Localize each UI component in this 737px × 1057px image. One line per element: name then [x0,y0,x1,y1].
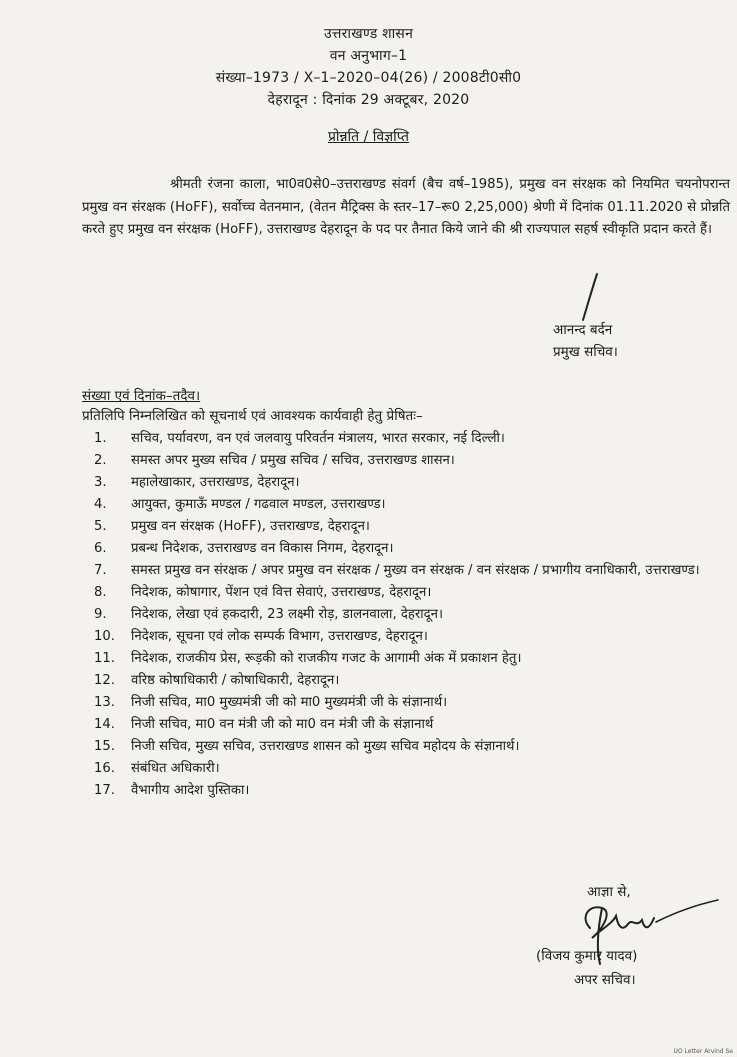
order-text: आज्ञा से, [587,884,631,900]
list-item-text: वैभागीय आदेश पुस्तिका। [131,783,250,798]
list-item [86,494,731,516]
list-item-number: 6. [94,541,107,556]
list-item [86,736,731,758]
list-item-number: 17. [94,783,115,798]
copy-to-heading: प्रतिलिपि निम्नलिखित को सूचनार्थ एवं आवश्यक कार्यवाही हेतु प्रेषितः– [82,408,423,424]
body-paragraph: श्रीमती रंजना काला, भा0व0से0–उत्तराखण्ड संवर्ग (बैच वर्ष–1985), प्रमुख वन संरक्षक को नियमित चयनोपरान्त प्रमुख वन संरक्षक (HoFF), सर्वोच्च वेतनमान, (वेतन मैट्रिक्स के स्तर–17–रू0 2,25,000) श्रेणी में दिनांक 01.11.2020 से प्रोन्नति करते हुए प्रमुख वन संरक्षक (HoFF), उत्तराखण्ड देहरादून के पद पर तैनात किये जाने की श्री राज्यपाल सहर्ष स्वीकृति प्रदान करते हैं। [82,177,730,237]
copy-list [86,428,731,802]
list-item [86,472,731,494]
list-item-text: प्रमुख वन संरक्षक (HoFF), उत्तराखण्ड, देहरादून। [131,519,370,534]
list-item-number: 12. [94,673,115,688]
list-item [86,516,731,538]
list-item-number: 5. [94,519,107,534]
list-item-number: 8. [94,585,107,600]
govt-name: उत्तराखण्ड शासन [323,26,414,42]
list-item-text: निजी सचिव, मा0 वन मंत्री जी को मा0 वन मंत्री जी के संज्ञानार्थ [131,717,434,732]
letter-date: देहरादून : दिनांक 29 अक्टूबर, 2020 [267,92,470,108]
list-item-text: निदेशक, लेखा एवं हकदारी, 23 लक्ष्मी रोड़, डालनवाला, देहरादून। [131,607,443,622]
reference-line: संख्या एवं दिनांक–तदैव। [82,388,201,404]
list-item [86,626,731,648]
list-item-number: 3. [94,475,107,490]
signature-stroke-1 [575,272,605,324]
letter-number: संख्या–1973 / X–1–2020–04(26) / 2008टी0सी0 [215,70,522,86]
title-wrap [0,126,737,146]
list-item-text: निजी सचिव, मा0 मुख्यमंत्री जी को मा0 मुख्यमंत्री जी के संज्ञानार्थ। [131,695,448,710]
list-item-text: आयुक्त, कुमाऊँ मण्डल / गढवाल मण्डल, उत्तराखण्ड। [131,497,386,512]
list-item [86,604,731,626]
list-item-text: निदेशक, कोषागार, पेंशन एवं वित्त सेवाएं, उत्तराखण्ड, देहरादून। [131,585,432,600]
list-item-text: निजी सचिव, मुख्य सचिव, उत्तराखण्ड शासन को मुख्य सचिव महोदय के संज्ञानार्थ। [131,739,520,754]
list-item-text: प्रबन्ध निदेशक, उत्तराखण्ड वन विकास निगम, देहरादून। [131,541,394,556]
list-item-number: 15. [94,739,115,754]
body-paragraph-block [82,174,730,242]
list-item [86,758,731,780]
list-item-text: सचिव, पर्यावरण, वन एवं जलवायु परिवर्तन मंत्रालय, भारत सरकार, नई दिल्ली। [131,431,505,446]
list-item-number: 13. [94,695,115,710]
signatory1-designation: प्रमुख सचिव। [553,344,618,360]
list-item-number: 7. [94,563,107,578]
list-item [86,428,731,450]
list-item-text: समस्त प्रमुख वन संरक्षक / अपर प्रमुख वन संरक्षक / मुख्य वन संरक्षक / वन संरक्षक / प्रभागीय वनाधिकारी, उत्तराखण्ड। [131,563,700,578]
list-item-text: संबंधित अधिकारी। [131,761,220,776]
list-item [86,560,731,582]
list-item-number: 16. [94,761,115,776]
list-item-number: 11. [94,651,115,666]
signatory2-name: (विजय कुमार यादव) [536,948,638,964]
list-item [86,714,731,736]
list-item-number: 2. [94,453,107,468]
list-item-text: समस्त अपर मुख्य सचिव / प्रमुख सचिव / सचिव, उत्तराखण्ड शासन। [131,453,455,468]
list-item [86,648,731,670]
list-item [86,582,731,604]
list-item-text: महालेखाकार, उत्तराखण्ड, देहरादून। [131,475,300,490]
notice-title: प्रोन्नति / विज्ञप्ति [327,129,410,145]
list-item [86,780,731,802]
list-item-text: निदेशक, राजकीय प्रेस, रूड़की को राजकीय गजट के आगामी अंक में प्रकाशन हेतु। [131,651,522,666]
list-item-text: निदेशक, सूचना एवं लोक सम्पर्क विभाग, उत्तराखण्ड, देहरादून। [131,629,428,644]
list-item-text: वरिष्ठ कोषाधिकारी / कोषाधिकारी, देहरादून। [131,673,340,688]
list-item-number: 10. [94,629,115,644]
list-item [86,692,731,714]
footer-mark: UO Letter Arvind Se [673,1048,733,1055]
section-name: वन अनुभाग–1 [329,48,408,64]
signatory1-name: आनन्द बर्दन [553,322,613,338]
list-item-number: 1. [94,431,107,446]
list-item-number: 9. [94,607,107,622]
list-item [86,538,731,560]
list-item [86,450,731,472]
list-item-number: 4. [94,497,107,512]
list-item-number: 14. [94,717,115,732]
list-item [86,670,731,692]
signatory2-designation: अपर सचिव। [574,972,636,988]
